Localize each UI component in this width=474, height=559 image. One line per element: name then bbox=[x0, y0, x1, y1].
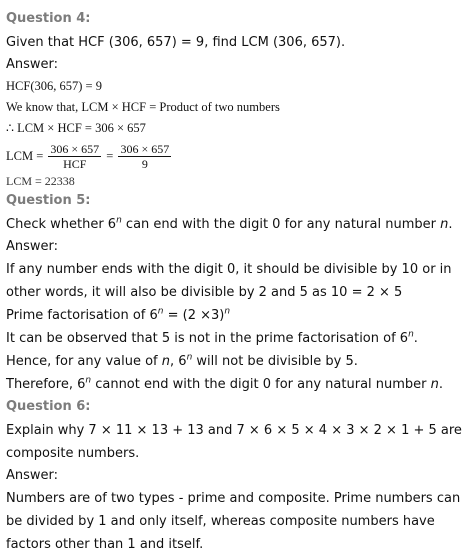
lcm-label: LCM = bbox=[6, 149, 44, 163]
fraction-2-numerator: 306 × 657 bbox=[120, 142, 170, 157]
q6-answer-line-3: factors other than 1 and itself. bbox=[6, 537, 204, 552]
fraction-2 bbox=[118, 142, 171, 172]
q6-answer-line-1: Numbers are of two types - prime and composite. Prime numbers can bbox=[6, 491, 461, 506]
question-5-heading: Question 5: bbox=[6, 193, 91, 208]
q5-answer-line-1: If any number ends with the digit 0, it should be divisible by 10 or in bbox=[6, 262, 452, 277]
question-6-text-line-2: composite numbers. bbox=[6, 446, 140, 461]
fraction-2-denominator: 9 bbox=[141, 157, 148, 172]
question-5-text: Check whether 6$^n$ can end with the digit 0 for any natural number n. bbox=[6, 215, 453, 232]
fraction-1-numerator: 306 × 657 bbox=[50, 142, 100, 157]
q4-lcm-fraction-line bbox=[6, 139, 468, 173]
question-6-heading: Question 6: bbox=[6, 399, 91, 414]
q5-answer-line-2: other words, it will also be divisible by 2 and 5 as 10 = 2 × 5 bbox=[6, 285, 403, 300]
q4-step-product: ∴ LCM × HCF = 306 × 657 bbox=[6, 121, 146, 135]
question-5-answer-label: Answer: bbox=[6, 239, 59, 254]
equals-sign: = bbox=[106, 149, 114, 163]
question-4-answer-label: Answer: bbox=[6, 57, 59, 72]
q5-conclusion: Therefore, 6$^n$ cannot end with the digit 0 for any natural number n. bbox=[6, 375, 444, 392]
q4-step-hcf: HCF(306, 657) = 9 bbox=[6, 79, 102, 93]
q5-observation: It can be observed that 5 is not in the prime factorisation of 6$^n$. bbox=[6, 329, 418, 346]
fraction-1 bbox=[48, 142, 101, 172]
q4-step-formula: We know that, LCM × HCF = Product of two numbers bbox=[6, 100, 280, 114]
q6-answer-line-2: be divided by 1 and only itself, whereas composite numbers have bbox=[6, 514, 435, 529]
fraction-1-denominator: HCF bbox=[63, 157, 87, 172]
question-6-answer-label: Answer: bbox=[6, 468, 59, 483]
question-4-text: Given that HCF (306, 657) = 9, find LCM (306, 657). bbox=[6, 35, 346, 50]
q4-lcm-result: LCM = 22338 bbox=[6, 174, 75, 188]
question-6-text-line-1: Explain why 7 × 11 × 13 + 13 and 7 × 6 × 5 × 4 × 3 × 2 × 1 + 5 are bbox=[6, 423, 462, 438]
q5-prime-factorisation: Prime factorisation of $6^n = (2 \times 3)^n$ bbox=[6, 306, 231, 323]
question-4-heading: Question 4: bbox=[6, 11, 91, 26]
q5-hence: Hence, for any value of n, 6$^n$ will not be divisible by 5. bbox=[6, 352, 358, 369]
